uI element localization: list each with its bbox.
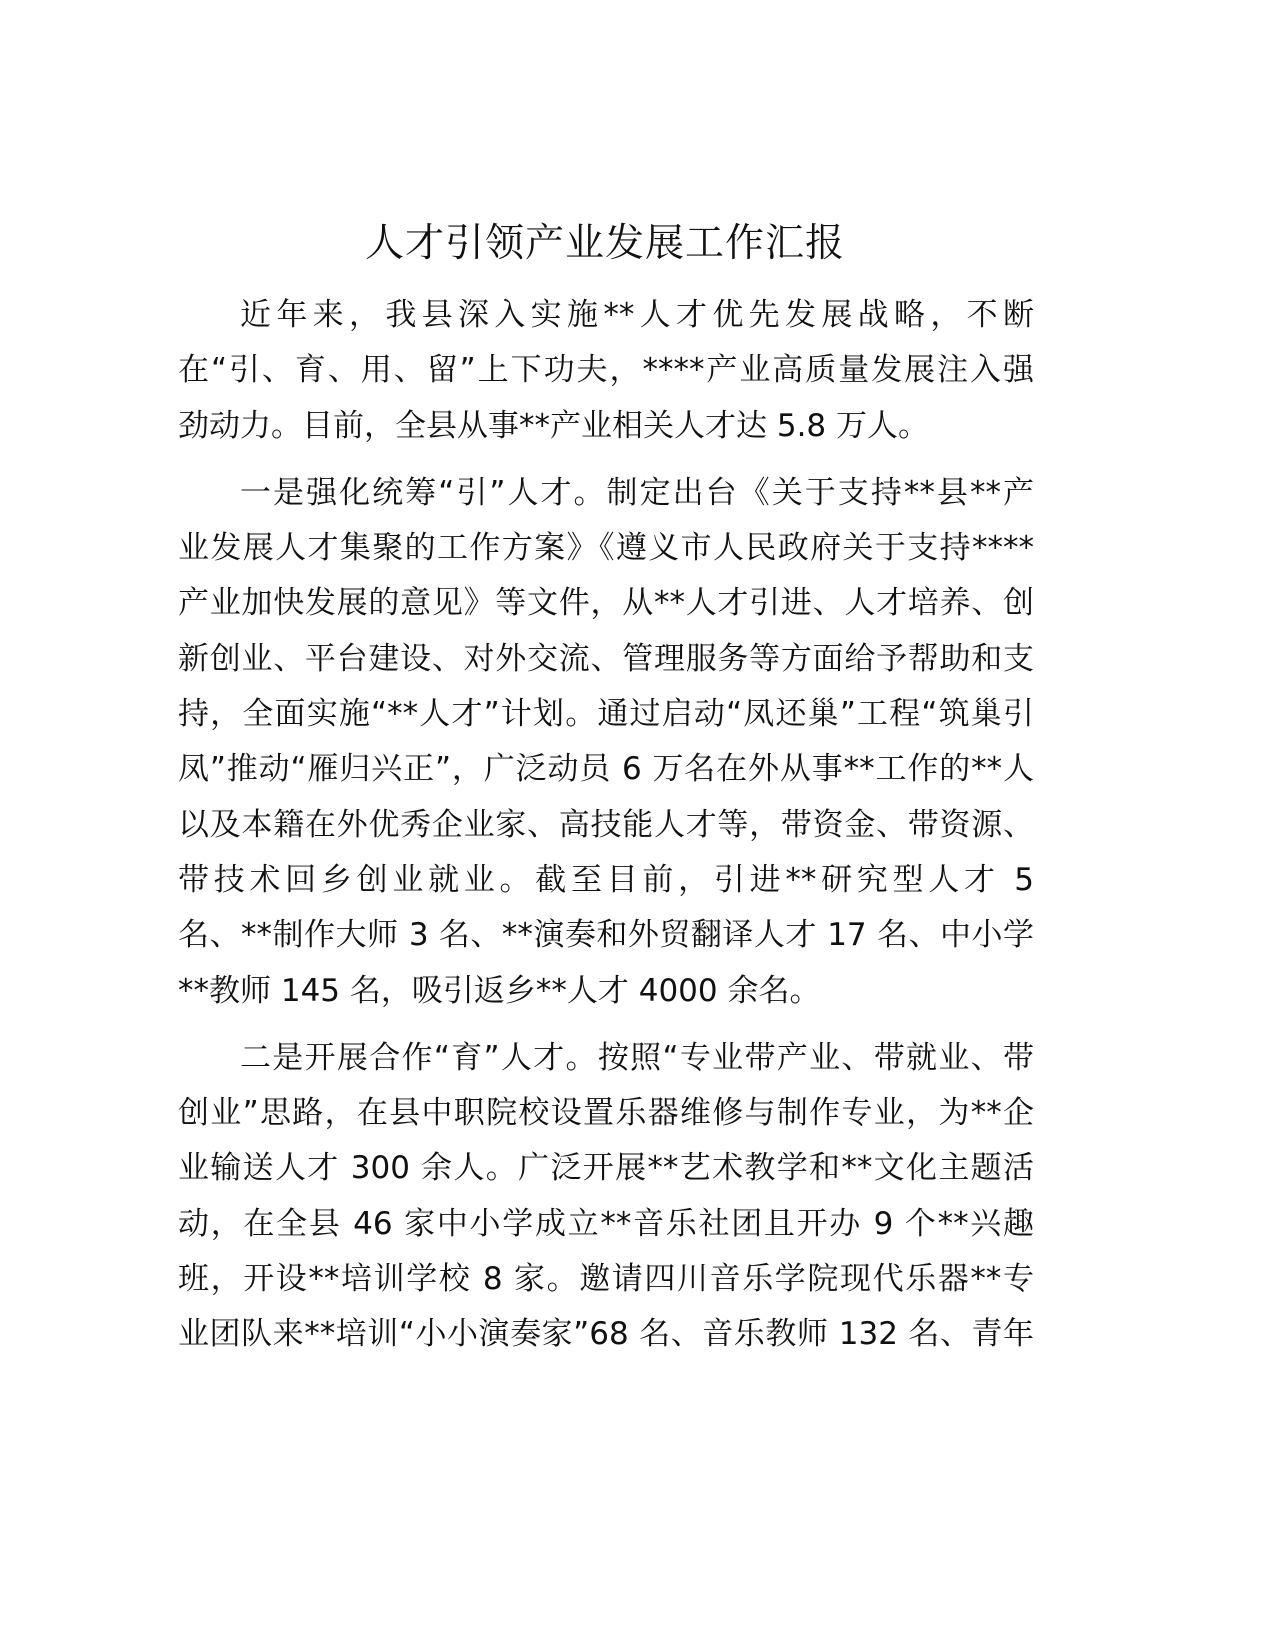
text-line: 劲动力。目前，全县从事**产业相关人才达 5.8 万人。 — [178, 407, 930, 444]
paragraph-intro — [178, 288, 1034, 454]
text-line: 业团队来**培训“小小演奏家”68 名、音乐教师 132 名、青年 — [178, 1316, 1034, 1353]
text-line: 新创业、平台建设、对外交流、管理服务等方面给予帮助和支 — [178, 640, 1034, 677]
text-line: 近年来，我县深入实施**人才优先发展战略，不断 — [240, 297, 1034, 333]
text-line: 班，开设**培训学校 8 家。邀请四川音乐学院现代乐器**专 — [178, 1261, 1034, 1298]
text-line: 在“引、育、用、留”上下功夫，****产业高质量发展注入强 — [178, 352, 1034, 389]
text-line: **教师 145 名，吸引返乡**人才 4000 余名。 — [178, 972, 821, 1009]
paragraph-cultivate-talent — [178, 1031, 1034, 1363]
paragraph-attract-talent — [178, 466, 1034, 1019]
text-line: 业发展人才集聚的工作方案》《遵义市人民政府关于支持**** — [178, 530, 1034, 567]
text-line: 名、**制作大师 3 名、**演奏和外贸翻译人才 17 名、中小学 — [178, 917, 1034, 954]
document-body — [178, 288, 1034, 1375]
text-line: 以及本籍在外优秀企业家、高技能人才等，带资金、带资源、 — [178, 806, 1034, 843]
text-line: 创业”思路，在县中职院校设置乐器维修与制作专业，为**企 — [178, 1095, 1034, 1132]
text-line: 产业加快发展的意见》等文件，从**人才引进、人才培养、创 — [178, 585, 1034, 622]
text-line: 凤”推动“雁归兴正”，广泛动员 6 万名在外从事**工作的**人 — [178, 751, 1034, 788]
document-title: 人才引领产业发展工作汇报 — [364, 221, 845, 266]
text-line: 业输送人才 300 余人。广泛开展**艺术教学和**文化主题活 — [178, 1150, 1034, 1187]
text-line: 二是开展合作“育”人才。按照“专业带产业、带就业、带 — [240, 1039, 1034, 1076]
text-line: 持，全面实施“**人才”计划。通过启动“凤还巢”工程“筑巢引 — [178, 696, 1034, 733]
text-line: 一是强化统筹“引”人才。制定出台《关于支持**县**产 — [240, 474, 1034, 511]
text-line: 动，在全县 46 家中小学成立**音乐社团且开办 9 个**兴趣 — [178, 1205, 1034, 1242]
text-line: 带技术回乡创业就业。截至目前，引进**研究型人才 5 — [178, 861, 1034, 898]
